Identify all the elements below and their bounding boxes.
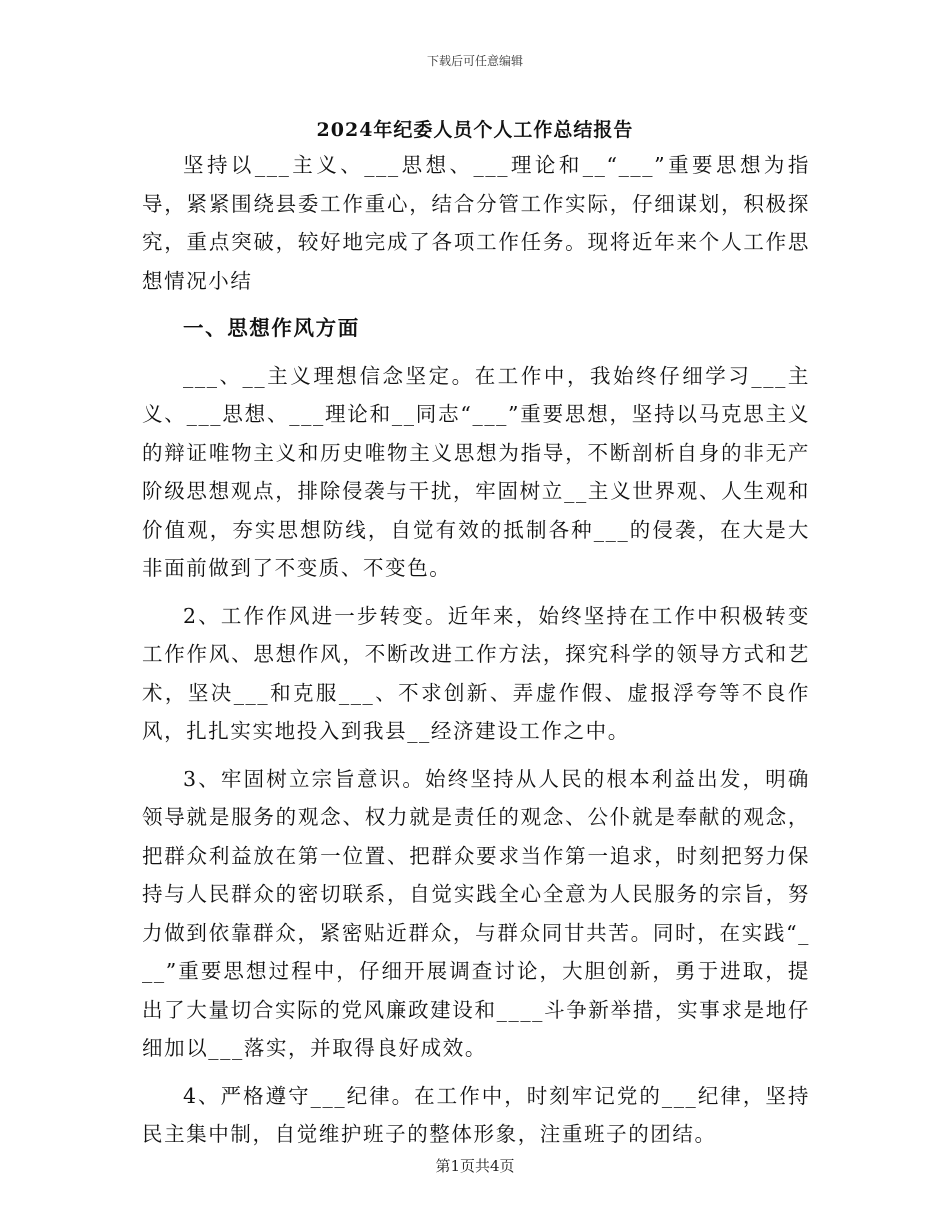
body-paragraph-2: 2、工作作风进一步转变。近年来，始终坚持在工作中积极转变工作作风、思想作风，不断改进工作方法，探究科学的领导方式和艺术，坚决___和克服___、不求创新、弄虚作假、虚报浮夸等不良作风，扎扎实实地投入到我县__经济建设工作之中。: [142, 603, 810, 743]
document-body: [142, 146, 810, 1154]
intro-paragraph: 坚持以___主义、___思想、___理论和__“___”重要思想为指导，紧紧围绕县委工作重心，结合分管工作实际，仔细谋划，积极探究，重点突破，较好地完成了各项工作任务。现将近年来个人工作思想情况小结: [142, 153, 810, 293]
spacer: [142, 751, 810, 760]
spacer: [142, 1068, 810, 1077]
document-title: 2024年纪委人员个人工作总结报告: [316, 119, 634, 141]
spacer: [142, 300, 810, 309]
body-paragraph-4: 4、严格遵守___纪律。在工作中，时刻牢记党的___纪律，坚持民主集中制，自觉维护班子的整体形象，注重班子的团结。: [142, 1083, 810, 1146]
section-heading: 一、思想作风方面: [183, 316, 360, 340]
spacer: [142, 588, 810, 597]
body-paragraph-1: ___、__主义理想信念坚定。在工作中，我始终仔细学习___主义、___思想、___理论和__同志“___”重要思想，坚持以马克思主义的辩证唯物主义和历史唯物主义思想为指导，不断剖析自身的非无产阶级思想观点，排除侵袭与干扰，牢固树立__主义世界观、人生观和价值观，夯实思想防线，自觉有效的抵制各种___的侵袭，在大是大非面前做到了不变质、不变色。: [142, 363, 810, 580]
page-number-footer: 第1页共4页: [435, 1157, 515, 1175]
spacer: [142, 348, 810, 357]
body-paragraph-3: 3、牢固树立宗旨意识。始终坚持从人民的根本利益出发，明确领导就是服务的观念、权力就是责任的观念、公仆就是奉献的观念，把群众利益放在第一位置、把群众要求当作第一追求，时刻把努力保持与人民群众的密切联系，自觉实践全心全意为人民服务的宗旨，努力做到依靠群众，紧密贴近群众，与群众同甘共苦。同时，在实践“___”重要思想过程中，仔细开展调查讨论，大胆创新，勇于进取，提出了大量切合实际的党风廉政建设和____斗争新举措，实事求是地仔细加以___落实，并取得良好成效。: [142, 766, 810, 1060]
page-header-note: 下载后可任意编辑: [426, 54, 523, 68]
